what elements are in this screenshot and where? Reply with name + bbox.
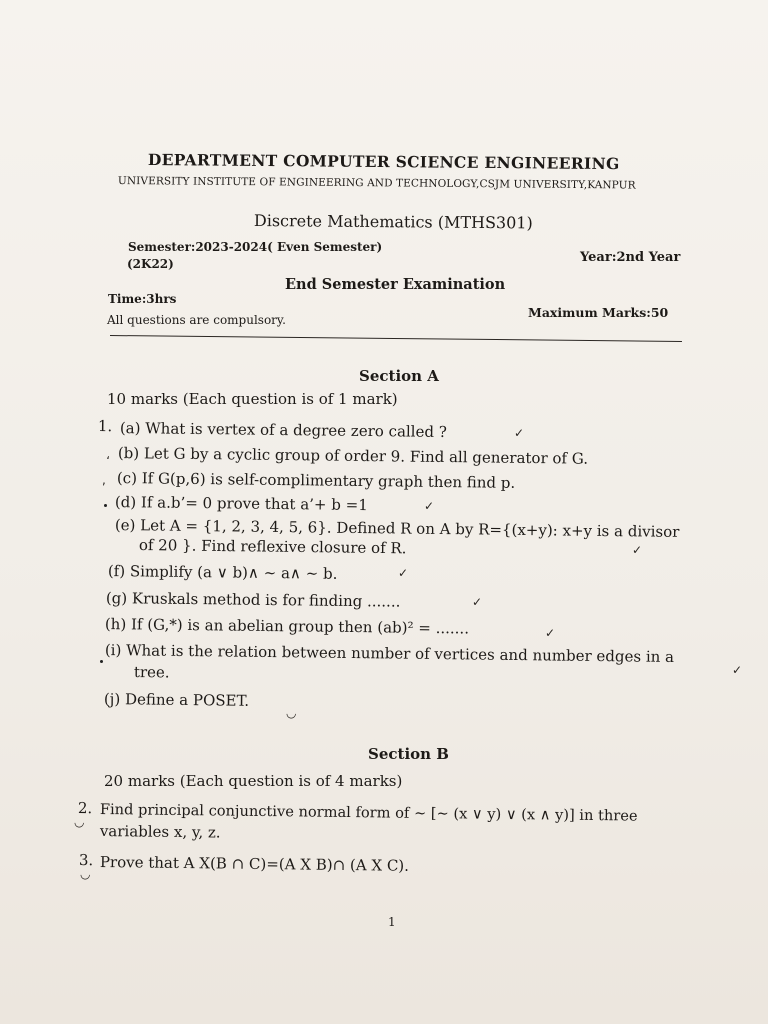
- pen-mark-icon: ◡: [74, 815, 85, 829]
- question-2-number: 2.: [77, 799, 93, 818]
- check-mark-icon: ✓: [545, 626, 556, 640]
- question-1-number: 1.: [97, 417, 113, 436]
- question-2-line2: variables x, y, z.: [99, 822, 221, 842]
- pen-mark-icon: ،: [106, 448, 110, 462]
- question-1a: (a) What is vertex of a degree zero called ?: [119, 419, 447, 441]
- section-b-marks: 20 marks (Each question is of 4 marks): [104, 772, 403, 790]
- question-1e-line2: of 20 }. Find reflexive closure of R.: [138, 536, 407, 558]
- course-title: Discrete Mathematics (MTHS301): [253, 211, 533, 233]
- check-mark-icon: ✓: [514, 426, 525, 440]
- institute-line: UNIVERSITY INSTITUTE OF ENGINEERING AND TECHNOLOGY,CSJM UNIVERSITY,KANPUR: [117, 175, 636, 192]
- year-line: Year:2nd Year: [580, 250, 681, 265]
- department-heading: DEPARTMENT COMPUTER SCIENCE ENGINEERING: [147, 150, 620, 174]
- time-line: Time:3hrs: [108, 292, 177, 306]
- instruction-line: All questions are compulsory.: [107, 313, 286, 327]
- pen-mark-icon: ◡: [80, 867, 91, 881]
- question-1i-line2: tree.: [133, 663, 170, 682]
- exam-title: End Semester Examination: [285, 276, 506, 293]
- pen-dot-mark: [104, 504, 107, 507]
- question-2-line1: Find principal conjunctive normal form of ∼ [∼ (x ∨ y) ∨ (x ∧ y)] in three: [99, 801, 638, 825]
- question-1g: (g) Kruskals method is for finding .......: [105, 589, 401, 611]
- page-number: 1: [388, 915, 396, 929]
- question-1e-line1: (e) Let A = {1, 2, 3, 4, 5, 6}. Defined R on A by R={(x+y): x+y is a divisor: [114, 516, 680, 541]
- check-mark-icon: ✓: [398, 566, 409, 580]
- question-1j: (j) Define a POSET.: [103, 690, 250, 710]
- section-b-title: Section B: [368, 745, 449, 763]
- batch-line: (2K22): [127, 257, 174, 271]
- section-a-marks: 10 marks (Each question is of 1 mark): [107, 390, 398, 408]
- question-3-number: 3.: [78, 851, 94, 870]
- check-mark-icon: ✓: [632, 543, 643, 557]
- check-mark-icon: ✓: [424, 499, 435, 513]
- section-a-title: Section A: [359, 367, 439, 385]
- question-1c: (c) If G(p,6) is self-complimentary graph then find p.: [116, 469, 516, 492]
- check-mark-icon: ✓: [472, 595, 483, 609]
- pen-mark-icon: ◡: [286, 706, 297, 720]
- pen-mark-icon: ,: [102, 473, 106, 487]
- semester-line: Semester:2023-2024( Even Semester): [128, 240, 383, 254]
- header-divider: [110, 335, 682, 343]
- question-3: Prove that A X(B ∩ C)=(A X B)∩ (A X C).: [99, 853, 410, 875]
- max-marks-line: Maximum Marks:50: [528, 305, 669, 320]
- question-1h: (h) If (G,*) is an abelian group then (ab)² = .......: [104, 615, 470, 638]
- question-1b: (b) Let G by a cyclic group of order 9. Find all generator of G.: [117, 444, 589, 468]
- check-mark-icon: ✓: [732, 663, 743, 677]
- question-1f: (f) Simplify (a ∨ b)∧ ∼ a∧ ∼ b.: [107, 562, 338, 583]
- question-1d: (d) If a.b’= 0 prove that a’+ b =1: [114, 493, 368, 515]
- pen-dot-mark: [100, 660, 103, 663]
- question-1i-line1: (i) What is the relation between number of vertices and number edges in a: [104, 641, 675, 666]
